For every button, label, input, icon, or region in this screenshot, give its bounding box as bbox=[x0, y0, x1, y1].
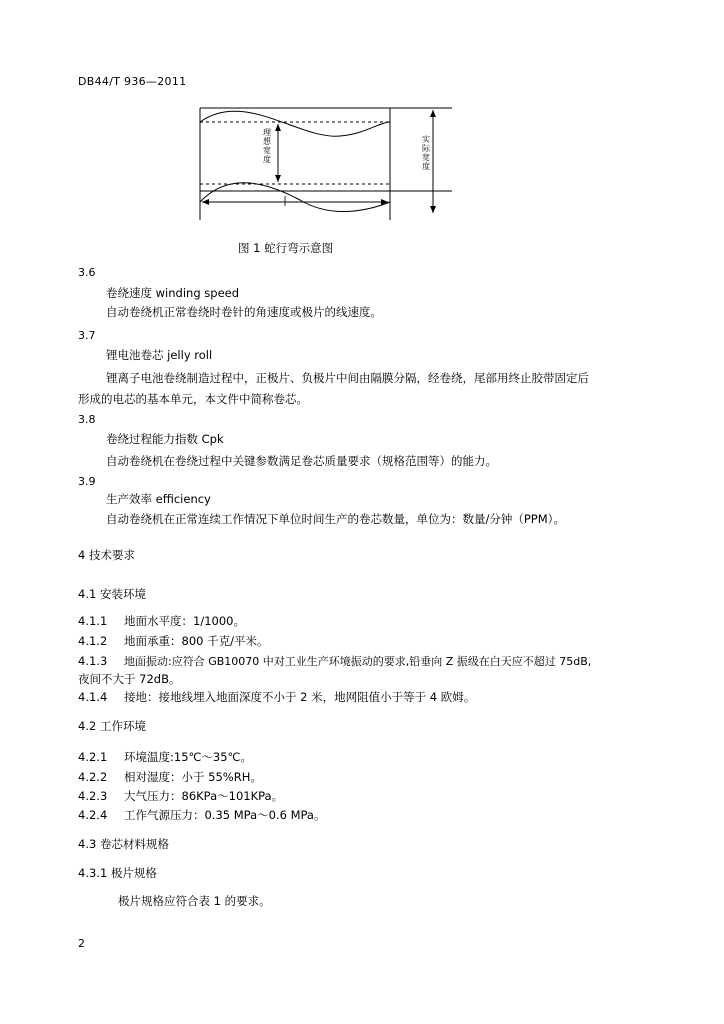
term-definition: 自动卷绕机在卷绕过程中关键参数满足卷芯质量要求（规格范围等）的能力。 bbox=[106, 454, 497, 468]
term-definition: 自动卷绕机在正常连续工作情况下单位时间生产的卷芯数量，单位为：数量/分钟（PPM）。 bbox=[106, 512, 565, 526]
term-number: 3.6 bbox=[78, 266, 96, 279]
clause-number: 4.1.3 bbox=[78, 654, 108, 668]
term-number: 3.9 bbox=[78, 475, 96, 488]
term-number: 3.8 bbox=[78, 413, 96, 426]
bottom-wave-curve bbox=[200, 183, 390, 212]
top-wave-curve bbox=[200, 111, 390, 136]
subsection-heading: 4.1 安装环境 bbox=[78, 587, 146, 601]
clause-text: 环境温度:15℃～35℃。 bbox=[124, 750, 252, 764]
clause-number: 4.2.1 bbox=[78, 750, 108, 764]
clause-text: 工作气源压力：0.35 MPa～0.6 MPa。 bbox=[124, 808, 326, 822]
clause-text: 接地：接地线埋入地面深度不小于 2 米，地网阻值小于等于 4 欧姆。 bbox=[124, 690, 476, 704]
clause-text-cont: 夜间不大于 72dB。 bbox=[78, 672, 181, 686]
term-number: 3.7 bbox=[78, 329, 96, 342]
term-definition: 锂离子电池卷绕制造过程中，正极片、负极片中间由隔膜分隔，经卷绕，尾部用终止胶带固定后 bbox=[106, 371, 589, 385]
standard-code-header: DB44/T 936—2011 bbox=[78, 75, 187, 88]
term-title: 卷绕速度 winding speed bbox=[106, 286, 240, 300]
theory-width-label: 理想宽度 bbox=[263, 128, 271, 164]
term-definition-cont: 形成的电芯的基本单元，本文件中简称卷芯。 bbox=[78, 392, 308, 406]
clause-number: 4.2.3 bbox=[78, 789, 108, 803]
clause-number: 4.1.4 bbox=[78, 690, 108, 704]
length-arrow-left-head bbox=[202, 199, 209, 205]
subsubsection-heading: 4.3.1 极片规格 bbox=[78, 866, 157, 880]
actual-width-arrow-bottom bbox=[430, 206, 436, 213]
clause-text: 地面承重：800 千克/平米。 bbox=[124, 634, 269, 648]
actual-width-arrow-top bbox=[430, 110, 436, 117]
term-definition: 自动卷绕机正常卷绕时卷针的角速度或极片的线速度。 bbox=[106, 305, 382, 319]
theory-width-arrow-top bbox=[275, 124, 281, 131]
actual-width-label: 实际宽度 bbox=[422, 135, 430, 171]
clause-number: 4.1.1 bbox=[78, 614, 108, 628]
clause-number: 4.1.2 bbox=[78, 634, 108, 648]
clause-text: 相对湿度：小于 55%RH。 bbox=[124, 770, 262, 784]
term-title: 卷绕过程能力指数 Cpk bbox=[106, 432, 224, 446]
section-heading: 4 技术要求 bbox=[78, 548, 135, 562]
subsection-heading: 4.2 工作环境 bbox=[78, 719, 146, 733]
term-title: 生产效率 efficiency bbox=[106, 492, 211, 506]
theory-width-arrow-bottom bbox=[275, 175, 281, 182]
term-title: 锂电池卷芯 jelly roll bbox=[106, 348, 213, 362]
clause-text: 地面水平度：1/1000。 bbox=[124, 614, 245, 628]
clause-number: 4.2.2 bbox=[78, 770, 108, 784]
clause-number: 4.2.4 bbox=[78, 808, 108, 822]
clause-text: 地面振动:应符合 GB10070 中对工业生产环境振动的要求,铅垂向 Z 振级在白天应不超过 75dB, bbox=[124, 655, 592, 668]
figure-caption: 图 1 蛇行弯示意图 bbox=[238, 241, 334, 255]
subsection-heading: 4.3 卷芯材料规格 bbox=[78, 837, 169, 851]
clause-text: 大气压力：86KPa～101KPa。 bbox=[124, 789, 284, 803]
clause-text: 极片规格应符合表 1 的要求。 bbox=[118, 894, 271, 908]
serpentine-bend-diagram bbox=[190, 100, 460, 222]
page-number: 2 bbox=[78, 937, 85, 950]
